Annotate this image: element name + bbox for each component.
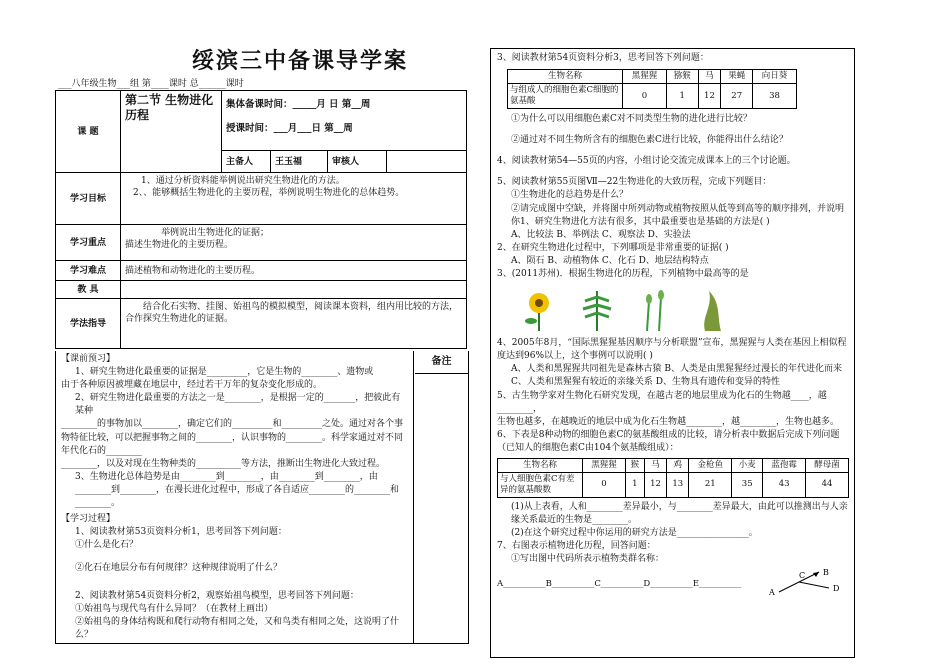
table-header: 小麦	[732, 458, 763, 472]
teaching-time: 授课时间：___月___日 第__周	[226, 123, 353, 134]
table-header: 马	[698, 70, 721, 84]
table-header: 酵母菌	[806, 458, 849, 472]
table-cell: 44	[806, 472, 849, 497]
table-header: 鸡	[667, 458, 689, 472]
tree-label: D	[833, 584, 840, 594]
table-header: 蓝孢霉	[763, 458, 806, 472]
text-line: ②化石在地层分布有何规律？这种规律说明了什么？	[75, 563, 283, 574]
q5b: 5、古生物学家对生物化石研究发现，在越古老的地层里成为化石的生物越____，越________，	[497, 390, 827, 414]
key-value	[121, 225, 467, 261]
preview-section	[55, 351, 469, 644]
method-value: 结合化石实物、挂图、始祖鸟的模拟模型，阅读课本资料，组内用比较的方法，合作探究生物进化的证据。	[121, 299, 467, 349]
q5-options: A、比较法 B、举例法 C、观察法 D、实验法	[511, 229, 691, 240]
q3-a: ①为什么可以用细胞色素C对不同类型生物的进化进行比较？	[511, 114, 752, 125]
key-line: 描述生物进化的主要历程。	[125, 240, 234, 250]
text-line: 1、研究生物进化最重要的证据是_________，它是生物的________、遗物或	[75, 367, 374, 378]
notes-label: 备注	[415, 351, 468, 374]
table-cell: 35	[732, 472, 763, 497]
text-line: ①什么是化石？	[75, 540, 139, 551]
table-cell: 12	[644, 472, 666, 497]
text-line: 【学习过程】	[61, 514, 116, 525]
key-line: 举例说出生物进化的证据；	[161, 228, 270, 238]
q7-answer-line: A__________B__________C__________D__________E__________	[497, 579, 742, 590]
table-cell: 43	[763, 472, 806, 497]
table-header: 金枪鱼	[689, 458, 732, 472]
info-table	[55, 90, 467, 349]
q4b-option: C、人类和黑猩猩有较近的亲缘关系 D、生物具有遗传和变异的特性	[511, 377, 780, 388]
tree-label: B	[823, 568, 829, 578]
goal-value	[121, 173, 467, 225]
table-cell: 13	[667, 472, 689, 497]
row-label: 与人细胞色素C有差异的氨基酸数	[498, 472, 583, 497]
table-cell: 0	[583, 472, 626, 497]
q5b-2: 生物也越多，在越晚近的地层中成为化石生物越________，越________，生物也越多。	[497, 416, 840, 427]
q7: 7、右图表示植物进化历程，回答问题：	[497, 541, 656, 552]
q3b: 3、(2011苏州)．根据生物进化的历程，下列植物中最高等的是	[497, 269, 749, 280]
q3-b: ②通过对不同生物所含有的细胞色素C进行比较，你能得出什么结论？	[511, 135, 788, 146]
tools-value	[121, 281, 467, 299]
q6: 6、下表是8种动物的细胞色素C的氨基酸组成的比较，请分析表中数据后完成下列问题（已知人的细胞色素C由104个氨基酸组成）：	[497, 429, 840, 453]
q6-2: (2)在这个研究过程中你运用的研究方法是________________。	[511, 528, 758, 539]
plant-images	[517, 287, 848, 331]
table-cell: 0	[623, 84, 667, 109]
table-header: 黑猩猩	[583, 458, 626, 472]
table-header: 猴	[625, 458, 644, 472]
method-label: 学法指导	[56, 299, 121, 349]
goal-line: 2、、能够概括生物进化的主要历程，举例说明生物进化的总体趋势。	[133, 188, 405, 198]
topic-label: 课 题	[56, 91, 121, 173]
table-cell: 1	[625, 472, 644, 497]
q4: 4、阅读教材第54—55页的内容，小组讨论交流完成课本上的三个讨论题。	[497, 156, 796, 167]
table-cell: 21	[689, 472, 732, 497]
text-line: 1、阅读教材第53页资料分析1，思考回答下列问题：	[75, 527, 287, 538]
table-header: 马	[644, 458, 666, 472]
q4b: 4、2005年8月，“国际黑猩猩基因顺序与分析联盟”宣布，黑猩猩与人类在基因上相似程度达到96%以上，这个事例可以说明( )	[497, 338, 847, 362]
q2-options: A、陨石 B、动植物体 C、化石 D、地层结构特点	[511, 255, 709, 266]
text-line: ②始祖鸟的身体结构既和爬行动物有相同之处，又和鸟类有相同之处，这说明了什么？	[75, 616, 400, 640]
table-header: 向日葵	[753, 70, 797, 84]
table-header: 猕猴	[666, 70, 698, 84]
moss-icon	[633, 287, 677, 331]
collective-time: 集体备课时间：_____月 日 第__周	[226, 99, 371, 110]
time-cell	[222, 91, 467, 151]
goal-label: 学习目标	[56, 173, 121, 225]
text-line: 2、阅读教材第54页资料分析2，观察始祖鸟模型，思考回答下列问题：	[75, 590, 359, 601]
text-line: ________的事物加以________，确定它们的_________和_________之处。通过对各个事物特征比较，可以把握事物之间的________，认识事物的________。科学家通过对不同年代化石的________	[61, 419, 404, 456]
q5: 5、阅读教材第55页图Ⅶ—22生物进化的大致历程，完成下列题目：	[497, 177, 772, 188]
q2: 2、在研究生物进化过程中，下列哪项是非常重要的证据( )	[497, 242, 729, 253]
goal-line: 1、通过分析资料能举例说出研究生物进化的方法。	[141, 176, 345, 186]
cyt-table-2	[497, 458, 849, 498]
right-column	[490, 48, 855, 658]
tree-label: C	[799, 571, 806, 581]
table-cell: 38	[753, 84, 797, 109]
topic-value: 第二节 生物进化历程	[121, 91, 222, 173]
host-value: 王玉福	[271, 151, 328, 173]
q3-title: 3、阅读教材第54页资料分析3，思考回答下列问题：	[497, 53, 709, 63]
sunflower-icon	[517, 287, 561, 331]
table-cell: 12	[698, 84, 721, 109]
q7-1: ①写出图中代码所表示植物类群名称：	[511, 554, 665, 565]
cyt-table-1	[507, 69, 797, 109]
table-header: 生物名称	[508, 70, 623, 84]
key-label: 学习重点	[56, 225, 121, 261]
tree-label: A	[769, 588, 775, 597]
q7-answer-area	[497, 566, 848, 597]
table-header: 生物名称	[498, 458, 583, 472]
table-header: 果蝇	[721, 70, 753, 84]
diff-value: 描述植物和动物进化的主要历程。	[121, 261, 467, 281]
host-label: 主备人	[222, 151, 271, 173]
school-title: 绥滨三中备课导学案	[191, 49, 408, 74]
q6-1: (1)从上表看，人和________差异最小，与________差异最大，由此可以推测出与人亲缘关系最近的生物是________。	[511, 501, 848, 526]
text-line: 2、研究生物进化最重要的方法之一是________，是根据一定的_______，把彼此有某种	[75, 393, 401, 417]
algae-icon	[691, 287, 735, 331]
fern-icon	[575, 287, 619, 331]
table-cell: 27	[721, 84, 753, 109]
text-line: ①始祖鸟与现代鸟有什么异同？（在教材上画出）	[75, 603, 274, 614]
table-cell: 1	[666, 84, 698, 109]
text-line: ________，以及对现在生物种类的__________等方法，推断出生物进化大致过程。	[61, 458, 386, 469]
text-line: 3、生物进化总体趋势是由________到________，由________到________，由________到________，在漫长进化过程中，形成了各自适应________的________和________。	[75, 471, 400, 509]
text-line: 【课前预习】	[61, 354, 116, 364]
q5-a: ①生物进化的总趋势是什么？	[511, 190, 629, 201]
text-line: 由于各种原因被埋藏在地层中，经过若干万年的复杂变化形成的。	[61, 380, 323, 391]
reviewer-value	[387, 151, 467, 173]
plant-evolution-tree	[759, 566, 849, 596]
q4b-option: A、人类和黑猩猩共同祖先是森林古猿 B、人类是由黑猩猩经过漫长的年代进化而来	[511, 364, 842, 375]
q5-b: ②请完成图中空缺，并将图中所列动物或植物按照从低等到高等的顺序排列，并说明你1、研究生物进化方法有很多，其中最重要也是基础的方法是( )	[511, 203, 845, 227]
reviewer-label: 审核人	[328, 151, 387, 173]
subhead: ___八年级生物___组 第____课时 总______课时	[58, 79, 244, 89]
preview-main	[56, 351, 414, 643]
tools-label: 教 具	[56, 281, 121, 299]
diff-label: 学习难点	[56, 261, 121, 281]
row-label: 与组成人的细胞色素C细胞的氨基酸	[508, 84, 623, 109]
table-header: 黑猩猩	[623, 70, 667, 84]
